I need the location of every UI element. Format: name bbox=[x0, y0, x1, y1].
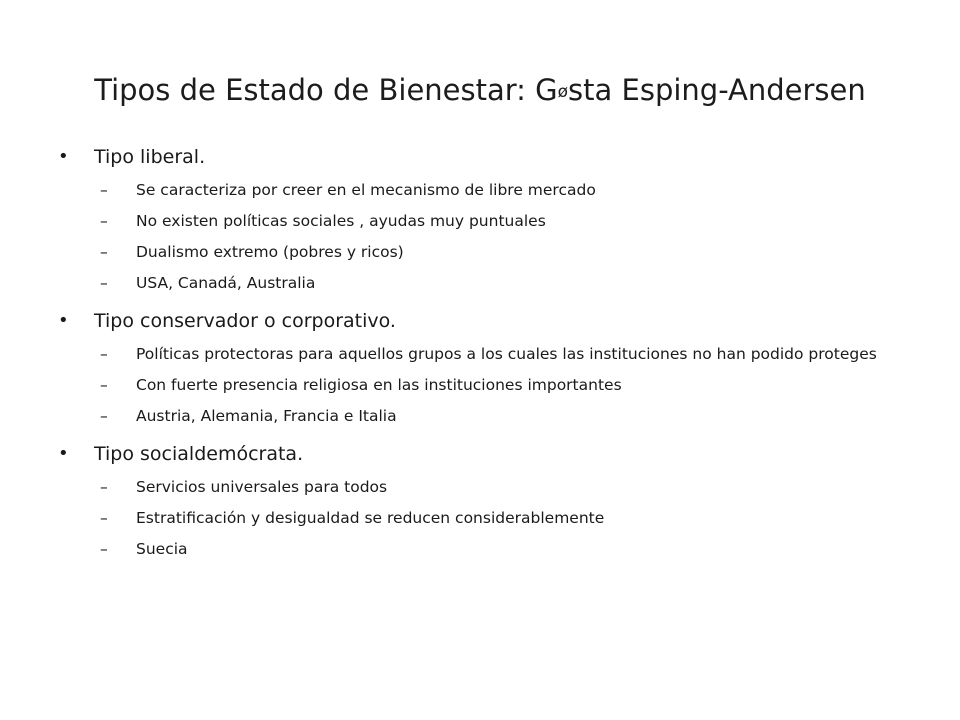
list-item bbox=[100, 374, 898, 397]
slide-title bbox=[48, 70, 912, 112]
bullet-dot: • bbox=[58, 443, 69, 464]
list-item-text: Con fuerte presencia religiosa en las instituciones importantes bbox=[136, 376, 622, 394]
list-item-text: Políticas protectoras para aquellos grupos a los cuales las instituciones no han podido proteges bbox=[136, 345, 877, 363]
list-item-text: No existen políticas sociales , ayudas muy puntuales bbox=[136, 212, 546, 230]
list-item bbox=[100, 343, 898, 366]
bullet-dot: • bbox=[58, 310, 69, 331]
bullet-dot: • bbox=[58, 146, 69, 167]
section-heading bbox=[58, 440, 898, 468]
section-conservador bbox=[58, 307, 898, 428]
title-small-o: ø bbox=[557, 82, 569, 102]
title-text-part1: Tipos de Estado de Bienestar: G bbox=[94, 73, 558, 107]
dash-marker: – bbox=[100, 407, 108, 425]
dash-marker: – bbox=[100, 540, 108, 558]
list-item-text: Servicios universales para todos bbox=[136, 478, 388, 496]
list-item bbox=[100, 210, 898, 233]
dash-marker: – bbox=[100, 212, 108, 230]
list-item-text: Suecia bbox=[136, 540, 188, 558]
section-heading-text: Tipo conservador o corporativo. bbox=[94, 310, 396, 332]
dash-marker: – bbox=[100, 478, 108, 496]
list-item bbox=[100, 507, 898, 530]
dash-marker: – bbox=[100, 345, 108, 363]
dash-marker: – bbox=[100, 509, 108, 527]
section-liberal bbox=[58, 143, 898, 295]
slide-content bbox=[58, 140, 898, 561]
list-item bbox=[100, 241, 898, 264]
section-heading bbox=[58, 307, 898, 335]
dash-marker: – bbox=[100, 181, 108, 199]
dash-marker: – bbox=[100, 274, 108, 292]
dash-marker: – bbox=[100, 376, 108, 394]
list-item bbox=[100, 272, 898, 295]
list-item-text: Austria, Alemania, Francia e Italia bbox=[136, 407, 397, 425]
list-item bbox=[100, 538, 898, 561]
section-heading bbox=[58, 143, 898, 171]
title-text-part2: sta Esping-Andersen bbox=[568, 73, 866, 107]
list-item bbox=[100, 476, 898, 499]
section-heading-text: Tipo socialdemócrata. bbox=[94, 443, 304, 465]
list-item-text: Dualismo extremo (pobres y ricos) bbox=[136, 243, 404, 261]
list-item-text: USA, Canadá, Australia bbox=[136, 274, 316, 292]
list-item-text: Estratificación y desigualdad se reducen considerablemente bbox=[136, 509, 605, 527]
dash-marker: – bbox=[100, 243, 108, 261]
list-item-text: Se caracteriza por creer en el mecanismo de libre mercado bbox=[136, 181, 596, 199]
section-socialdemocrata bbox=[58, 440, 898, 561]
list-item bbox=[100, 405, 898, 428]
list-item bbox=[100, 179, 898, 202]
section-heading-text: Tipo liberal. bbox=[94, 146, 206, 168]
